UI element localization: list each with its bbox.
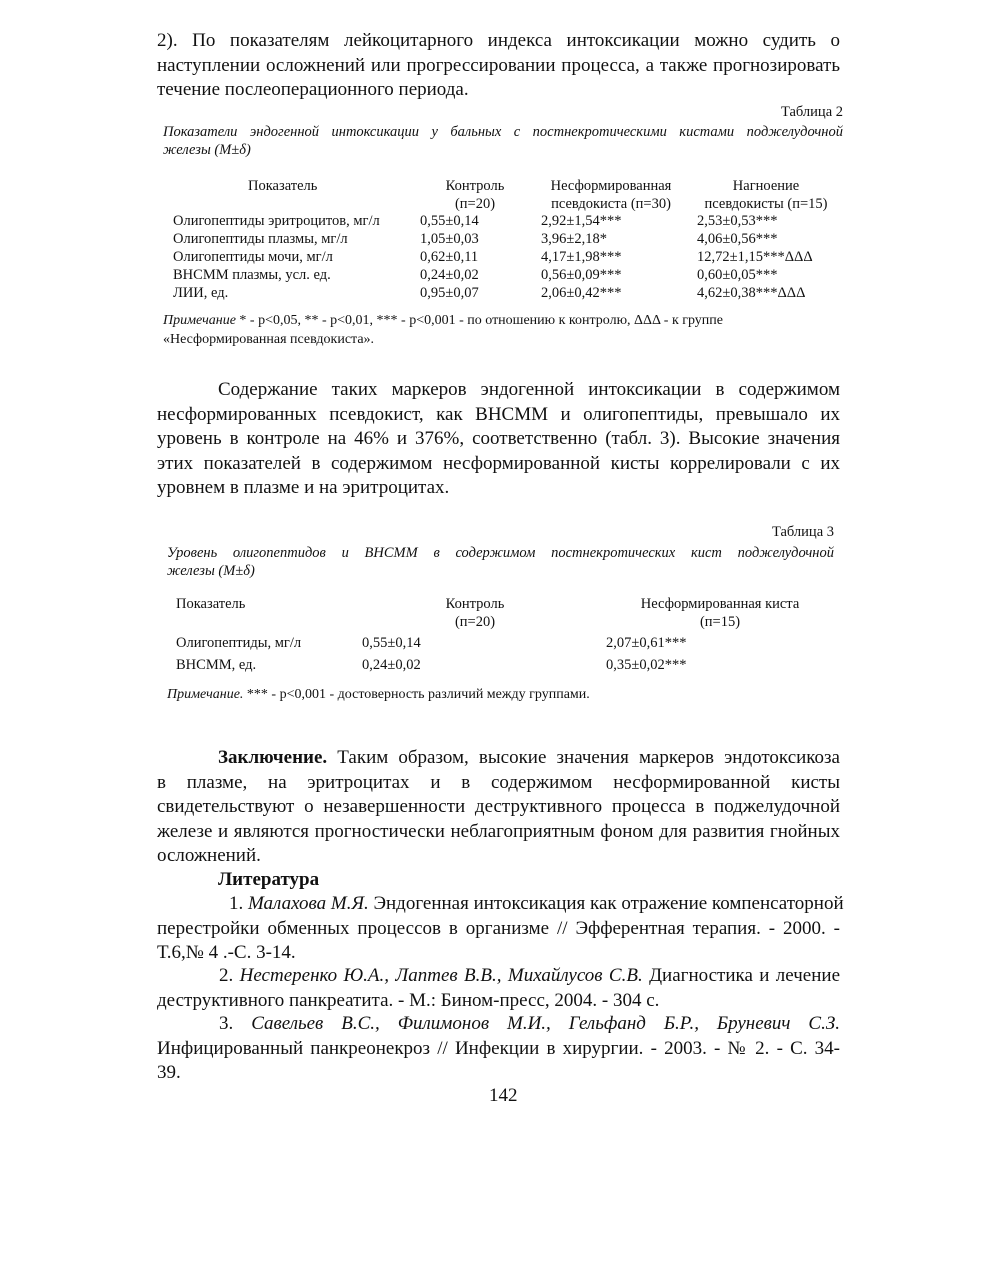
table3-note	[167, 685, 590, 704]
text-line: несформированных псевдокист, как ВНСММ и олигопептиды, превышало их	[157, 403, 840, 425]
text-line: уровень в контроле на 46% и 376%, соответственно (табл. 3). Высокие значения	[157, 428, 840, 449]
text-line: уровнем в плазме и на эритроцитах.	[157, 477, 450, 498]
text-line: наступлении осложнений или прогрессировании процесса, а также прогнозировать	[157, 54, 840, 76]
reference-3	[157, 1012, 840, 1086]
header-line: Несформированная	[550, 178, 672, 194]
table2-label: Таблица 2	[780, 104, 843, 120]
ref-text: Эндогенная интоксикация как отражение компенсаторной	[368, 893, 844, 914]
text-line	[157, 964, 840, 989]
table2-header-suppuration	[694, 177, 838, 213]
table-cell: 0,55±0,14	[362, 635, 421, 651]
text-line: 39.	[157, 1062, 181, 1083]
table-cell: 4,17±1,98***	[541, 249, 622, 265]
table-cell: 2,06±0,42***	[541, 285, 622, 301]
table2-title	[163, 123, 843, 159]
note-label: Примечание	[163, 313, 236, 328]
table-cell: Олигопептиды мочи, мг/л	[173, 249, 333, 265]
table2-header-indicator: Показатель	[248, 178, 318, 194]
intro-paragraph	[157, 29, 840, 103]
table-cell: 0,56±0,09***	[541, 267, 622, 283]
table-cell: Олигопептиды, мг/л	[176, 635, 302, 651]
title-line: Показатели эндогенной интоксикации у бальных с постнекротическими кистами поджелудочной	[163, 124, 843, 140]
table-cell: 1,05±0,03	[420, 231, 479, 247]
text-line: железе и являются прогностически неблагоприятным фоном для развития гнойных	[157, 820, 840, 842]
table-cell: 0,95±0,07	[420, 285, 479, 301]
note-text: *** - p<0,001 - достоверность различий между группами.	[243, 687, 590, 702]
table2-header-control	[420, 177, 530, 213]
ref-number: 3.	[219, 1013, 234, 1034]
text-line: 2). По показателям лейкоцитарного индекса интоксикации можно судить о	[157, 30, 840, 51]
reference-2	[157, 964, 840, 1013]
table-cell: 0,60±0,05***	[697, 267, 778, 283]
table-cell: 2,07±0,61***	[606, 635, 687, 651]
ref-text: Диагностика и лечение	[642, 965, 840, 986]
text-line: Т.6,№ 4 .-С. 3-14.	[157, 942, 296, 963]
text-line	[157, 892, 844, 917]
note-label: Примечание.	[167, 687, 244, 702]
table-cell: 2,53±0,53***	[697, 213, 778, 229]
note-line: «Несформированная псевдокиста».	[163, 332, 375, 347]
table3-header-unformed	[620, 595, 820, 631]
ref-number: 2.	[219, 965, 234, 986]
table-cell: 0,35±0,02***	[606, 657, 687, 673]
table3-header-control	[415, 595, 535, 631]
table-cell: 0,24±0,02	[362, 657, 421, 673]
header-line: (п=15)	[699, 614, 741, 630]
table-cell: 4,62±0,38***ΔΔΔ	[697, 285, 806, 301]
header-line: Контроль	[445, 178, 505, 194]
page-number: 142	[489, 1085, 518, 1106]
table3-label: Таблица 3	[771, 524, 834, 540]
conclusion-paragraph	[157, 746, 840, 869]
text-line: Содержание таких маркеров эндогенной интоксикации в содержимом	[218, 379, 840, 400]
table-cell: ЛИИ, ед.	[173, 285, 229, 301]
ref-authors: Савельев В.С., Филимонов М.И., Гельфанд Б.Р., Бруневич С.З.	[251, 1013, 840, 1034]
ref-authors: Нестеренко Ю.А., Лаптев В.В., Михайлусов С.В.	[239, 965, 643, 986]
ref-authors: Малахова М.Я.	[248, 893, 369, 914]
table-cell: 2,92±1,54***	[541, 213, 622, 229]
table-cell: ВНСММ плазмы, усл. ед.	[173, 267, 331, 283]
header-line: Контроль	[445, 596, 505, 612]
table-cell: 4,06±0,56***	[697, 231, 778, 247]
header-line: псевдокисты (п=15)	[704, 196, 828, 212]
table2-header-unformed	[528, 177, 694, 213]
table-cell: 3,96±2,18*	[541, 231, 607, 247]
header-line: Несформированная киста	[640, 596, 800, 612]
note-line	[163, 311, 845, 330]
text-line: деструктивного панкреатита. - М.: Бином-пресс, 2004. - 304 с.	[157, 989, 660, 1011]
text-line: Инфицированный панкреонекроз // Инфекции в хирургии. - 2003. - № 2. - С. 34-	[157, 1037, 840, 1059]
table2-note	[163, 311, 845, 349]
header-line: (п=20)	[454, 614, 496, 630]
table-cell: 0,24±0,02	[420, 267, 479, 283]
title-line: Уровень олигопептидов и ВНСММ в содержимом постнекротических кист поджелудочной	[167, 545, 834, 561]
header-line: Нагноение	[732, 178, 800, 194]
title-line: железы (M±δ)	[167, 563, 255, 579]
text-line: течение послеоперационного периода.	[157, 79, 469, 100]
text-line: в плазме, на эритроцитах и в содержимом несформированной кисты	[157, 771, 840, 793]
text-line	[157, 746, 840, 771]
note-text: * - p<0,05, ** - p<0,01, *** - p<0,001 - по отношению к контролю, ΔΔΔ - к группе	[235, 313, 724, 328]
text-line: этих показателей в содержимом несформированной кисты коррелировали с их	[157, 452, 840, 474]
table3-header-indicator: Показатель	[176, 596, 246, 612]
text-line: осложнений.	[157, 845, 261, 866]
table-cell: 12,72±1,15***ΔΔΔ	[697, 249, 813, 265]
conclusion-text: Таким образом, высокие значения маркеров эндотоксикоза	[327, 747, 840, 768]
table3-title	[167, 544, 834, 580]
text-line: свидетельствуют о незавершенности деструктивного процесса в поджелудочной	[157, 796, 840, 817]
table-cell: ВНСММ, ед.	[176, 657, 257, 673]
text-line	[157, 1012, 840, 1037]
table-cell: 0,62±0,11	[420, 249, 479, 265]
table-cell: 0,55±0,14	[420, 213, 479, 229]
conclusion-heading: Заключение.	[218, 747, 328, 768]
header-line: (п=20)	[454, 196, 496, 212]
table-cell: Олигопептиды эритроцитов, мг/л	[173, 213, 380, 229]
reference-1	[157, 892, 844, 966]
table-cell: Олигопептиды плазмы, мг/л	[173, 231, 348, 247]
title-line: железы (M±δ)	[163, 142, 251, 158]
paragraph-markers	[157, 378, 840, 501]
literature-heading: Литература	[218, 869, 320, 890]
text-line: перестройки обменных процессов в организме // Эфферентная терапия. - 2000. -	[157, 917, 840, 939]
ref-number: 1.	[229, 893, 244, 914]
header-line: псевдокиста (п=30)	[551, 196, 671, 212]
